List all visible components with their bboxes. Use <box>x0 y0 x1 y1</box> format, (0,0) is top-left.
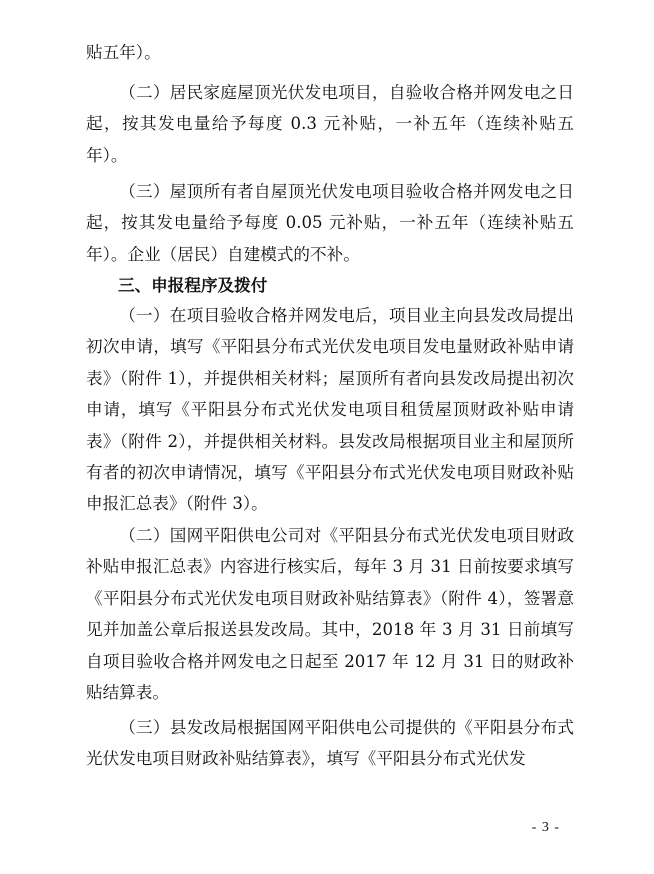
section-heading: 三、申报程序及拨付 <box>118 276 268 295</box>
paragraph-section-item-3: （三）县发改局根据国网平阳供电公司提供的《平阳县分布式光伏发电项目财政补贴结算表》，填写《平阳县分布式光伏发 <box>86 718 574 769</box>
paragraph-section-item-1: （一）在项目验收合格并网发电后，项目业主向县发改局提出初次申请，填写《平阳县分布式光伏发电项目发电量财政补贴申请表》（附件 1），并提供相关材料；屋顶所有者向县发改局提出初次申请，填写《平阳县分布式光伏发电项目租赁屋顶财政补贴申请表》（附件 2），并提供相关材料。县发改局根据项目业主和屋顶所有者的初次申请情况，填写《平阳县分布式光伏发电项目财政补贴申报汇总表》（附件 3）。 <box>86 306 574 514</box>
page-number: - 3 - <box>531 820 560 835</box>
paragraph-item-3: （三）屋顶所有者自屋顶光伏发电项目验收合格并网发电之日起，按其发电量给予每度 0.05 元补贴，一补五年（连续补贴五年）。企业（居民）自建模式的不补。 <box>86 182 574 264</box>
paragraph-section-item-2: （二）国网平阳供电公司对《平阳县分布式光伏发电项目财政补贴申报汇总表》内容进行核实后，每年 3 月 31 日前按要求填写《平阳县分布式光伏发电项目财政补贴结算表》（附件 4），签署意见并加盖公章后报送县发改局。其中，2018 年 3 月 31 日前填写自项目验收合格并网发电之日起至 2017 年 12 月 31 日的财政补贴结算表。 <box>86 526 574 703</box>
paragraph-continuation: 贴五年）。 <box>86 43 161 62</box>
paragraph-item-2: （二）居民家庭屋顶光伏发电项目，自验收合格并网发电之日起，按其发电量给予每度 0.3 元补贴，一补五年（连续补贴五年）。 <box>86 83 574 165</box>
